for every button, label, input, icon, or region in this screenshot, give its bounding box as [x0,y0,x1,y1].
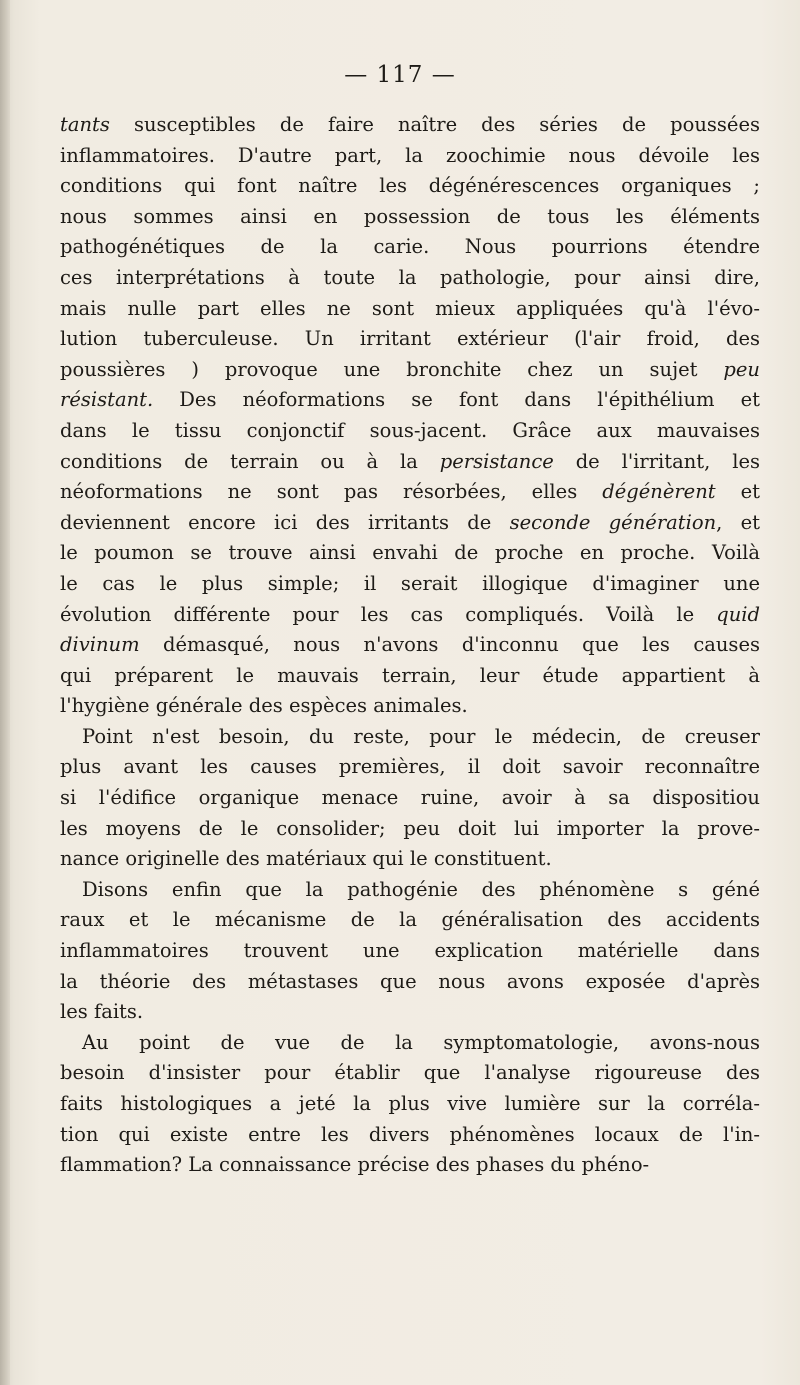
text-line [60,722,760,753]
text-run: poussières ) provoque une bronchite chez un sujet [60,357,724,381]
text-run: lution tuberculeuse. Un irritant extérieur (l'air froid, des [60,327,760,351]
text-run: démasqué, nous n'avons d'inconnu que les causes [139,633,760,657]
text-run: ces interprétations à toute la pathologie, pour ainsi dire, [60,265,760,289]
italic-run: dégénèrent [602,480,716,504]
text-line [60,416,760,447]
text-line [60,294,760,325]
page-number: — 117 — [344,62,456,88]
text-line [60,600,760,631]
text-run: faits histologiques a jeté la plus vive lumière sur la corréla- [60,1092,760,1115]
paragraph [60,722,760,875]
text-run: qui préparent le mauvais terrain, leur étude appartient à [60,663,760,687]
paragraph [60,875,760,1028]
page-binding-edge [0,0,10,1385]
text-line [60,1028,760,1059]
text-line [60,997,760,1028]
text-line [60,844,760,875]
text-run: plus avant les causes premières, il doit savoir reconnaître [60,755,760,779]
text-run: le cas le plus simple; il serait illogique d'imaginer une [60,571,760,595]
text-line [60,141,760,172]
text-run: conditions de terrain ou à la [60,449,440,473]
italic-run: peu [723,357,760,381]
text-line [60,477,760,508]
text-run: Point n'est besoin, du reste, pour le médecin, de creuser [82,724,760,748]
text-run: conditions qui font naître les dégénérescences organiques ; [60,174,760,198]
text-line [60,263,760,294]
text-line [60,1089,760,1120]
text-run: nous sommes ainsi en possession de tous les éléments [60,204,760,228]
text-run: Disons enfin que la pathogénie des phénomène s géné [82,877,760,901]
text-line [60,324,760,355]
text-run: nance originelle des matériaux qui le constituent. [60,847,552,871]
text-run: néoformations ne sont pas résorbées, elles [60,480,603,504]
text-run: dans le tissu conjonctif sous-jacent. Grâce aux mauvaises [60,418,760,442]
text-line [60,661,760,692]
text-line [60,508,760,539]
text-line [60,538,760,569]
text-line [60,875,760,906]
text-line [60,1150,760,1181]
text-run: de l'irritant, les [553,449,760,473]
text-line [60,110,760,141]
text-run: deviennent encore ici des irritants de [60,510,510,534]
text-run: la théorie des métastases que nous avons exposée d'après [60,969,760,993]
text-run: pathogénétiques de la carie. Nous pourrions étendre [60,235,760,259]
text-run: Au point de vue de la symptomatologie, avons-nous [82,1030,760,1054]
text-line [60,691,760,722]
text-line [60,447,760,478]
text-run: tion qui existe entre les divers phénomènes locaux de l'in- [60,1122,760,1146]
text-run: évolution différente pour les cas compliqués. Voilà le [60,602,717,626]
italic-run: tants [60,113,110,136]
text-line [60,171,760,202]
text-line [60,1058,760,1089]
text-line [60,202,760,233]
text-line [60,783,760,814]
text-run: , et [716,510,760,534]
text-line [60,630,760,661]
text-run: inflammatoires trouvent une explication matérielle dans [60,939,760,963]
text-run: et [715,480,760,504]
text-line [60,232,760,263]
text-run: le poumon se trouve ainsi envahi de proche en proche. Voilà [60,541,760,565]
italic-run: divinum [60,633,140,657]
text-line [60,936,760,967]
text-line [60,905,760,936]
paragraph [60,110,760,722]
text-line [60,569,760,600]
text-run: les faits. [60,1000,144,1024]
body-text [60,110,760,1181]
text-run: l'hygiène générale des espèces animales. [60,694,468,718]
italic-run: quid [716,602,760,626]
text-run: raux et le mécanisme de la généralisation des accidents [60,908,760,932]
text-run: besoin d'insister pour établir que l'analyse rigoureuse des [60,1061,760,1085]
text-line [60,814,760,845]
text-run: mais nulle part elles ne sont mieux appliquées qu'à l'évo- [60,296,760,320]
text-run: inflammatoires. D'autre part, la zoochimie nous dévoile les [60,143,760,167]
italic-run: seconde génération [509,510,717,534]
text-line [60,1120,760,1151]
italic-run: persistance [439,449,554,473]
text-run: si l'édifice organique menace ruine, avoir à sa dispositiou [60,786,760,810]
text-line [60,752,760,783]
text-line [60,355,760,386]
paragraph [60,1028,760,1181]
text-line [60,385,760,416]
text-run: les moyens de le consolider; peu doit lui importer la prove- [60,816,760,840]
text-run: susceptibles de faire naître des séries de poussées [109,113,760,136]
italic-run: résistant. [60,388,154,412]
text-line [60,967,760,998]
text-run: flammation? La connaissance précise des phases du phéno- [60,1153,650,1177]
text-run: Des néoformations se font dans l'épithélium et [153,388,760,412]
